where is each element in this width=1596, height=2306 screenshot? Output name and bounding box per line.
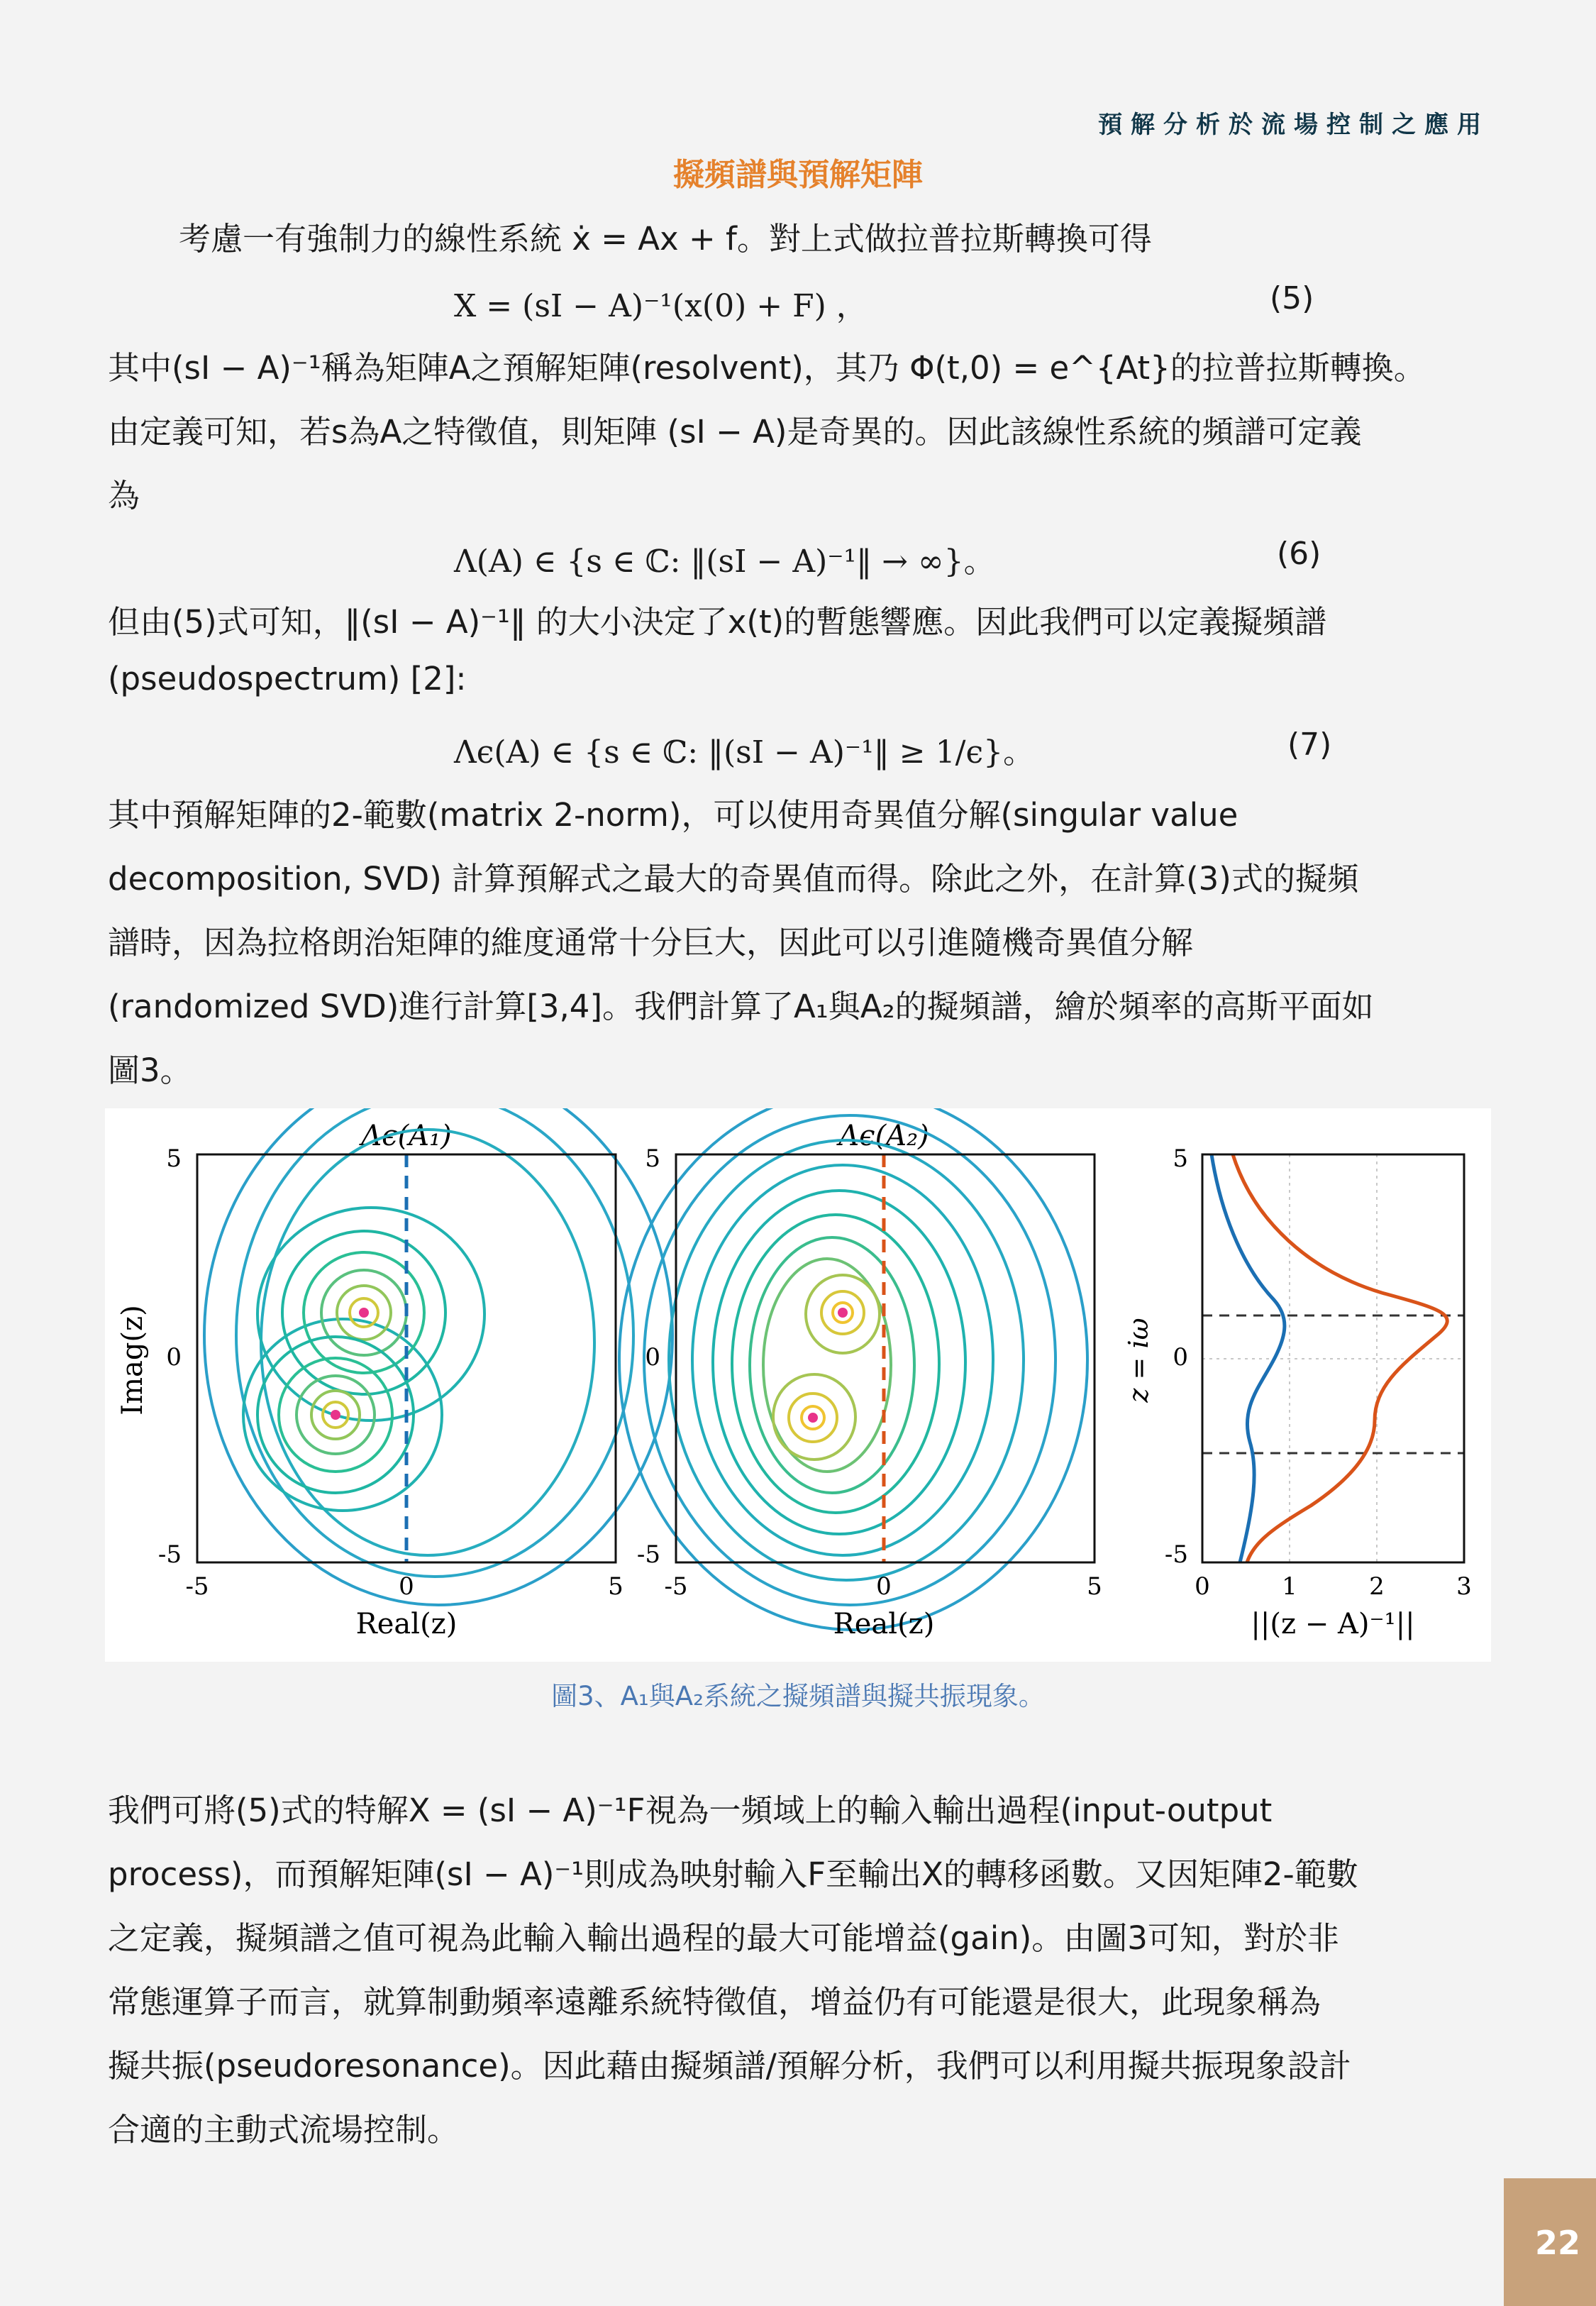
panel3-grid xyxy=(1202,1154,1464,1562)
xtick: -5 xyxy=(185,1572,209,1601)
figure-3 xyxy=(105,1108,1491,1662)
equation-6: Λ(A) ∈ {s ∈ ℂ: ‖(sI − A)⁻¹‖ → ∞}。 xyxy=(454,544,995,580)
panel-2 xyxy=(619,1108,1102,1640)
xtick: 3 xyxy=(1456,1572,1472,1601)
panel2-contours xyxy=(619,1108,1087,1630)
para3-line2: (pseudospectrum) [2]: xyxy=(108,660,467,697)
panel3-xlabel: ||(z − A)⁻¹|| xyxy=(1251,1608,1415,1640)
panel2-title: Λϵ(A₂) xyxy=(838,1120,929,1152)
curve-a2-resolvent-norm xyxy=(1233,1154,1447,1562)
para5-line1: 我們可將(5)式的特解X = (sI − A)⁻¹F視為一頻域上的輸入輸出過程(input-output xyxy=(108,1792,1273,1829)
xtick: 2 xyxy=(1369,1572,1385,1601)
para2-line2: 由定義可知，若s為A之特徵值，則矩陣 (sI − A)是奇異的。因此該線性系統的頻譜可定義 xyxy=(108,413,1362,451)
xtick: -5 xyxy=(664,1572,688,1601)
equation-7-number: (7) xyxy=(1287,727,1332,763)
running-header: 預解分析於流場控制之應用 xyxy=(1098,111,1490,139)
eigenvalue-marker xyxy=(359,1308,369,1318)
para2-line3: 為 xyxy=(108,477,140,514)
xtick: 0 xyxy=(1195,1572,1210,1601)
curve-a1-resolvent-norm xyxy=(1212,1154,1285,1562)
ytick: 0 xyxy=(1173,1343,1188,1372)
para4-line1: 其中預解矩陣的2-範數(matrix 2-norm)，可以使用奇異值分解(singular value xyxy=(108,796,1238,834)
para5-line2: process)，而預解矩陣(sI − A)⁻¹則成為映射輸入F至輸出X的轉移函數。又因矩陣2-範數 xyxy=(108,1855,1358,1893)
section-title: 擬頻譜與預解矩陣 xyxy=(673,157,923,193)
page-number: 22 xyxy=(1534,2224,1580,2262)
ytick: 5 xyxy=(166,1144,182,1173)
para5-line3: 之定義，擬頻譜之值可視為此輸入輸出過程的最大可能增益(gain)。由圖3可知，對於非 xyxy=(108,1919,1339,1957)
panel3-ylabel: z = iω xyxy=(1123,1318,1154,1403)
ytick: 5 xyxy=(645,1144,660,1173)
equation-5-number: (5) xyxy=(1270,280,1314,316)
xtick: 0 xyxy=(876,1572,892,1601)
para4-line3: 譜時，因為拉格朗治矩陣的維度通常十分巨大，因此可以引進隨機奇異值分解 xyxy=(108,924,1194,961)
xtick: 5 xyxy=(1087,1572,1102,1601)
panel1-ylabel: Imag(z) xyxy=(116,1305,149,1416)
equation-7: Λϵ(A) ∈ {s ∈ ℂ: ‖(sI − A)⁻¹‖ ≥ 1/ϵ}。 xyxy=(454,734,1035,771)
para2-line1: 其中(sI − A)⁻¹稱為矩陣A之預解矩陣(resolvent)，其乃 Φ(t,0) = e^{At}的拉普拉斯轉換。 xyxy=(108,349,1426,387)
pseudospectra-figure xyxy=(105,1108,1491,1662)
equation-6-number: (6) xyxy=(1277,536,1321,572)
para5-line5: 擬共振(pseudoresonance)。因此藉由擬頻譜/預解分析，我們可以利用擬共振現象設計 xyxy=(108,2047,1351,2085)
para5-line6: 合適的主動式流場控制。 xyxy=(108,2111,460,2148)
xtick: 5 xyxy=(608,1572,624,1601)
eigenvalue-marker xyxy=(808,1413,818,1423)
xtick: 1 xyxy=(1282,1572,1297,1601)
panel1-contours xyxy=(204,1108,672,1605)
figure-caption: 圖3、A₁與A₂系統之擬頻譜與擬共振現象。 xyxy=(551,1681,1045,1711)
para4-line2: decomposition, SVD) 計算預解式之最大的奇異值而得。除此之外，在計算(3)式的擬頻 xyxy=(108,860,1359,898)
panel1-title: Λϵ(A₁) xyxy=(361,1120,452,1152)
para4-line4: (randomized SVD)進行計算[3,4]。我們計算了A₁與A₂的擬頻譜，繪於頻率的高斯平面如 xyxy=(108,988,1374,1025)
ytick: 0 xyxy=(166,1343,182,1372)
para5-line4: 常態運算子而言，就算制動頻率遠離系統特徵值，增益仍有可能還是很大，此現象稱為 xyxy=(108,1983,1321,2021)
panel-1 xyxy=(116,1108,672,1640)
panel-3 xyxy=(1123,1144,1472,1640)
eigenvalue-marker xyxy=(838,1308,848,1318)
ytick: -5 xyxy=(636,1540,660,1569)
eigenvalue-marker xyxy=(331,1410,340,1420)
para3-line1: 但由(5)式可知，‖(sI − A)⁻¹‖ 的大小決定了x(t)的暫態響應。因此我們可以定義擬頻譜 xyxy=(108,603,1327,641)
ytick: 5 xyxy=(1173,1144,1188,1173)
ytick: -5 xyxy=(157,1540,182,1569)
equation-5: X = (sI − A)⁻¹(x(0) + F) ， xyxy=(454,288,868,324)
ytick: -5 xyxy=(1164,1540,1188,1569)
xtick: 0 xyxy=(399,1572,414,1601)
para4-line5: 圖3。 xyxy=(108,1052,192,1089)
ytick: 0 xyxy=(645,1343,660,1372)
panel1-xlabel: Real(z) xyxy=(355,1608,458,1640)
panel2-xlabel: Real(z) xyxy=(833,1608,935,1640)
para1-line1: 考慮一有強制力的線性系統 ẋ = Ax + f。對上式做拉普拉斯轉換可得 xyxy=(179,220,1152,258)
